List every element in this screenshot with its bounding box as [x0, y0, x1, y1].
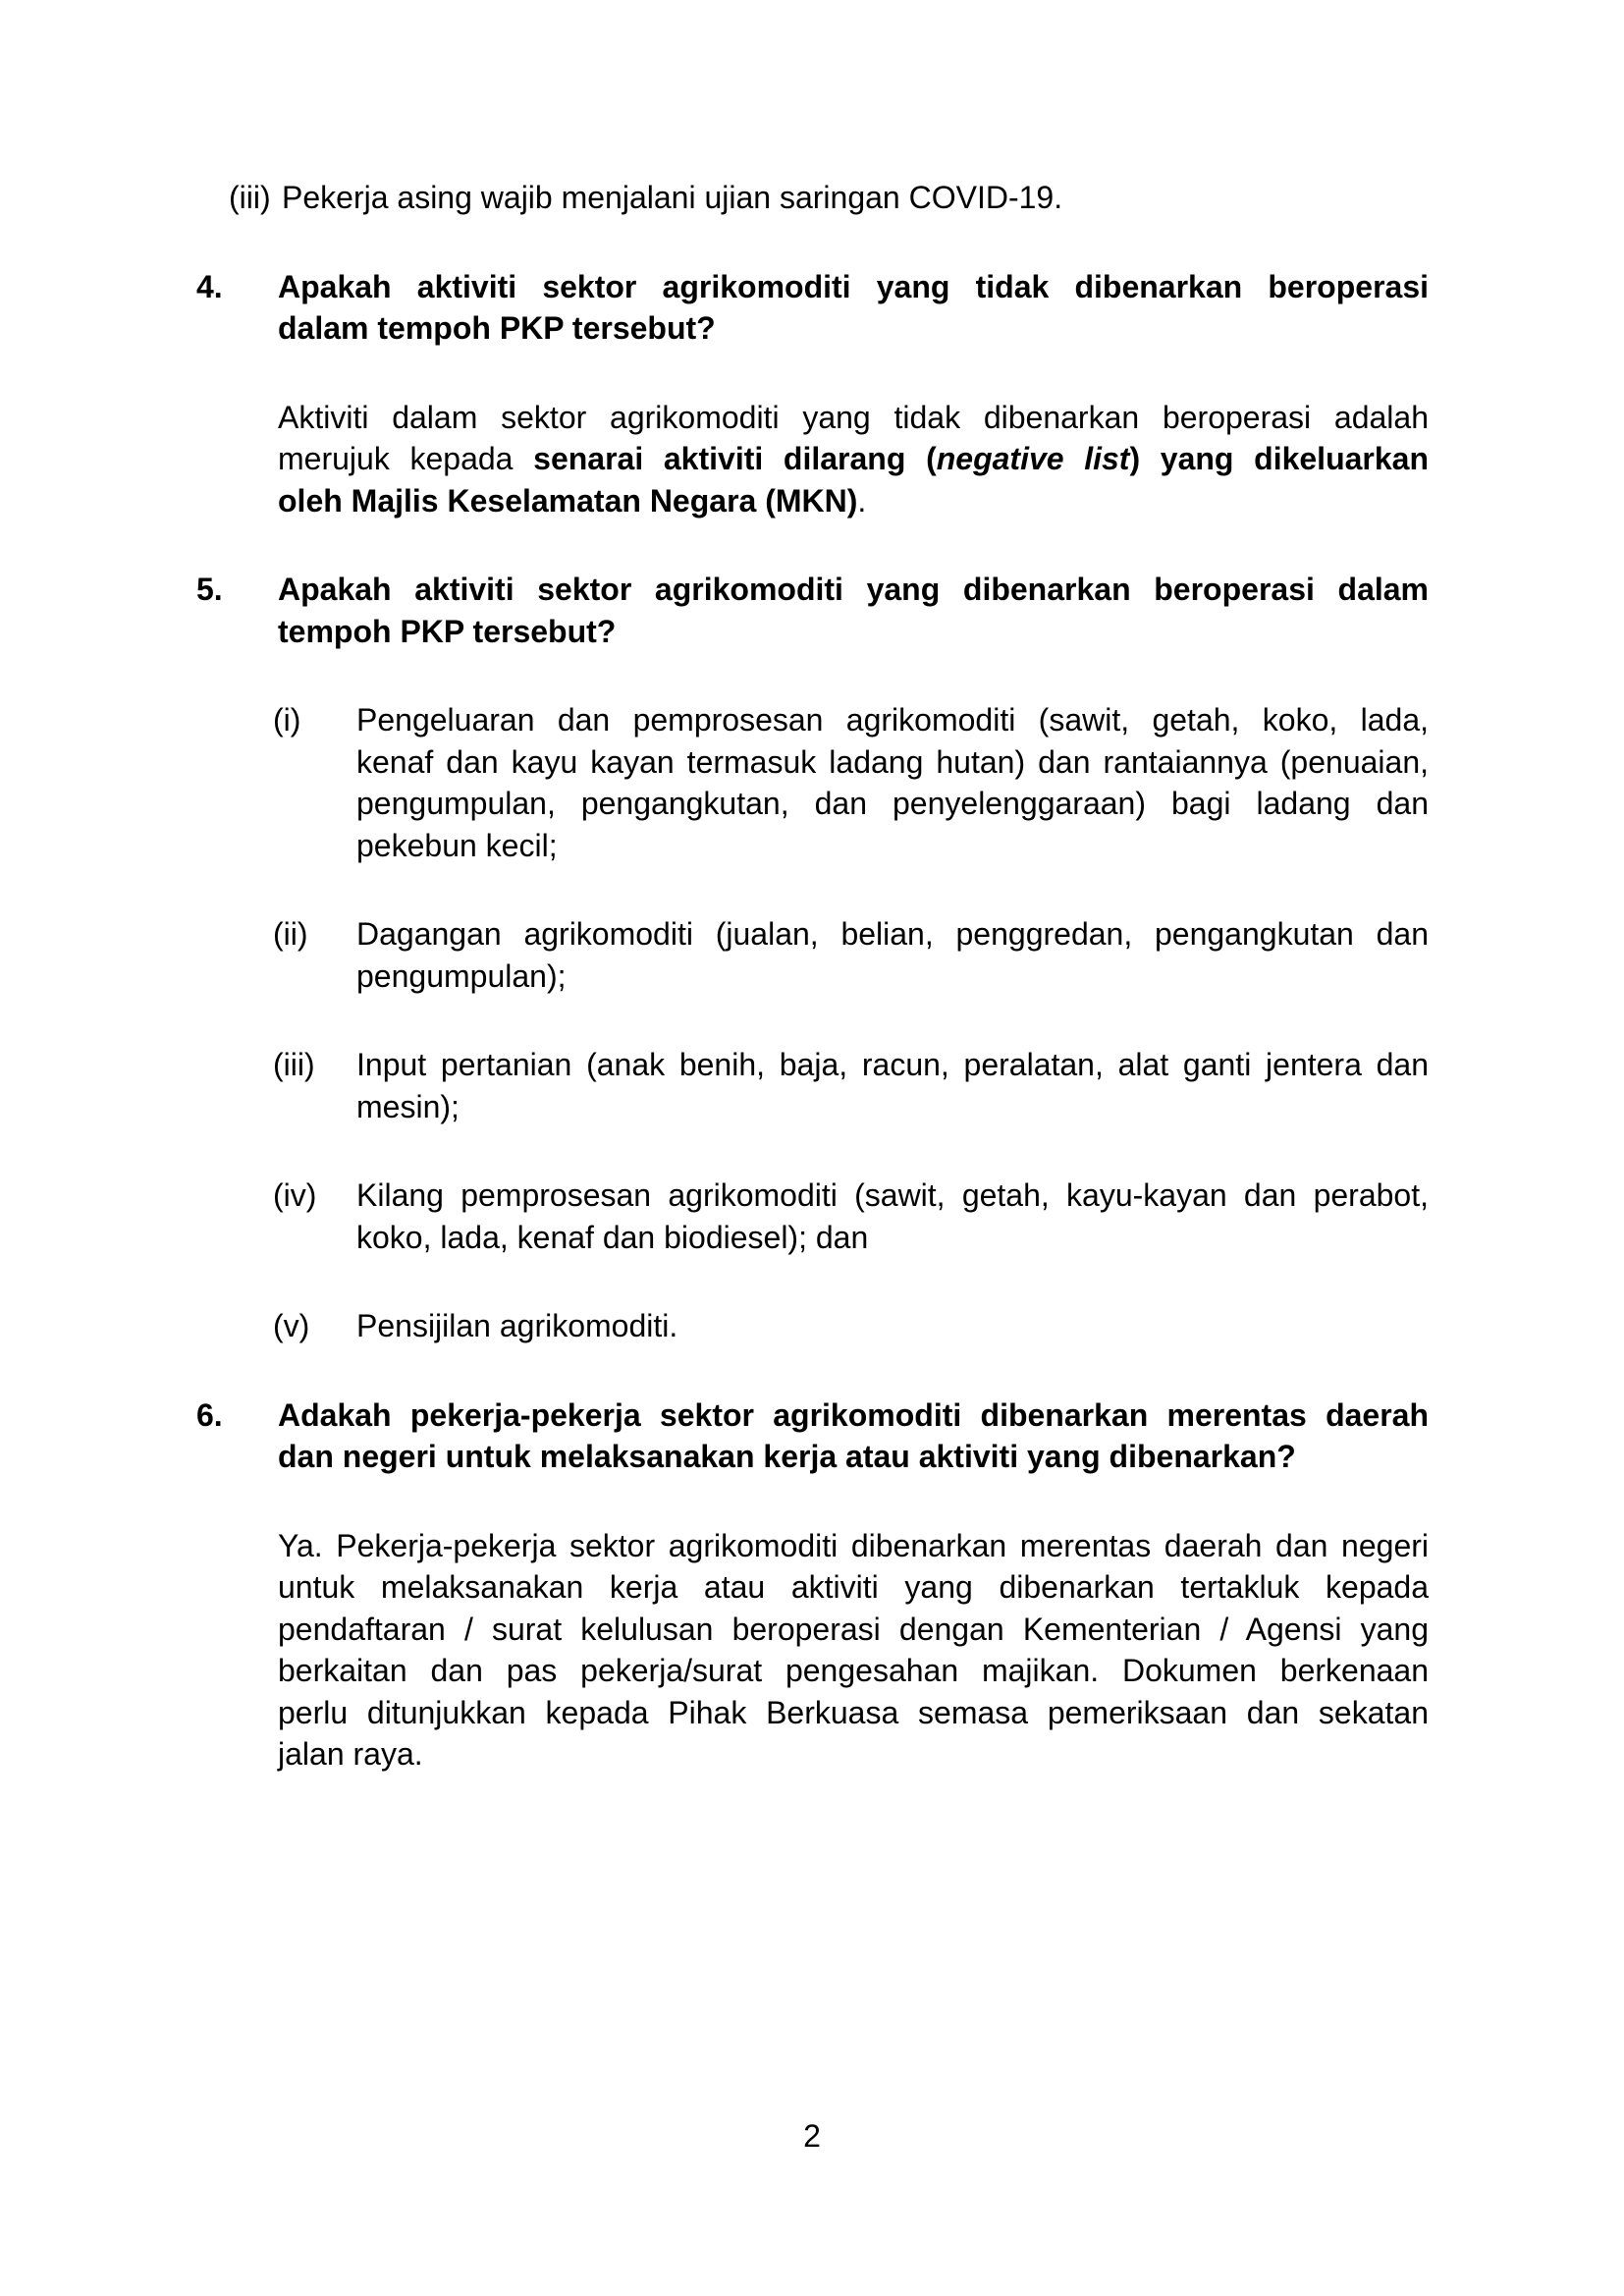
list-item-i	[196, 699, 1429, 866]
text-line	[356, 913, 1429, 956]
text-segment: kenaf dan kayu kayan termasuk ladang hutan) dan rantaiannya (penuaian,	[356, 743, 1429, 780]
list-marker: (ii)	[273, 916, 308, 952]
text-segment: dalam tempoh PKP tersebut?	[278, 310, 716, 346]
text-segment: merujuk kepada	[278, 441, 534, 476]
text-segment: berkaitan dan pas pekerja/surat pengesahan majikan. Dokumen berkenaan	[278, 1653, 1429, 1688]
list-item-iii-foreign-workers	[196, 177, 1429, 219]
page-number: 2	[803, 2118, 821, 2154]
text-segment: tempoh PKP tersebut?	[278, 613, 617, 649]
text-segment: Aktiviti dalam sektor agrikomoditi yang tidak dibenarkan beroperasi adalah	[278, 399, 1429, 435]
document-body	[196, 177, 1429, 1823]
text-line	[278, 1650, 1429, 1692]
text-line	[278, 266, 1429, 308]
text-segment: Pensijilan agrikomoditi.	[356, 1308, 678, 1343]
list-item-ii	[196, 913, 1429, 997]
text-line	[356, 825, 1429, 867]
text-line	[278, 397, 1429, 439]
text-segment: oleh Majlis Keselamatan Negara (MKN)	[278, 482, 858, 519]
text-segment: pengumpulan);	[356, 957, 567, 994]
text-line	[356, 1217, 1429, 1259]
text-line	[278, 1436, 1429, 1478]
question-number: 5.	[196, 572, 223, 607]
text-segment: dan negeri untuk melaksanakan kerja atau aktiviti yang dibenarkan?	[278, 1439, 1296, 1474]
text-line	[356, 1305, 1429, 1347]
text-segment: untuk melaksanakan kerja atau aktiviti yang dibenarkan tertakluk kepada	[278, 1569, 1429, 1605]
text-line	[356, 699, 1429, 741]
text-line	[278, 480, 1429, 522]
text-line	[278, 438, 1429, 480]
text-segment: perlu ditunjukkan kepada Pihak Berkuasa semasa pemeriksaan dan sekatan	[278, 1694, 1429, 1730]
text-segment: Ya. Pekerja-pekerja sektor agrikomoditi dibenarkan merentas daerah dan negeri	[278, 1527, 1429, 1563]
list-marker: (iii)	[273, 1047, 315, 1082]
text-segment: Pekerja asing wajib menjalani ujian saringan COVID-19.	[282, 180, 1063, 215]
text-segment: koko, lada, kenaf dan biodiesel); dan	[356, 1219, 869, 1255]
text-line	[356, 783, 1429, 825]
question-5	[196, 569, 1429, 652]
text-segment: Apakah aktiviti sektor agrikomoditi yang tidak dibenarkan beroperasi	[278, 268, 1429, 304]
text-line	[278, 1733, 1429, 1776]
text-line	[278, 611, 1429, 653]
text-line	[278, 1609, 1429, 1651]
text-segment: Input pertanian (anak benih, baja, racun, peralatan, alat ganti jentera dan	[356, 1047, 1429, 1082]
text-line	[356, 956, 1429, 998]
list-marker: (i)	[273, 702, 301, 738]
text-segment: Apakah aktiviti sektor agrikomoditi yang dibenarkan beroperasi dalam	[278, 572, 1429, 607]
question-6	[196, 1394, 1429, 1478]
text-segment: pekebun kecil;	[356, 827, 558, 863]
question-number: 4.	[196, 268, 223, 304]
answer-6	[196, 1525, 1429, 1776]
text-line	[356, 1086, 1429, 1128]
text-segment: Kilang pemprosesan agrikomoditi (sawit, getah, kayu-kayan dan perabot,	[356, 1177, 1429, 1213]
text-segment: pengumpulan, pengangkutan, dan penyelenggaraan) bagi ladang dan	[356, 786, 1429, 821]
text-line	[278, 1692, 1429, 1734]
text-segment: mesin);	[356, 1088, 460, 1124]
list-marker: (v)	[273, 1308, 310, 1343]
question-number: 6.	[196, 1396, 223, 1433]
text-line	[278, 1394, 1429, 1437]
list-item-iii	[196, 1044, 1429, 1127]
list-item-v	[196, 1305, 1429, 1347]
text-line	[356, 1044, 1429, 1086]
list-item-iv	[196, 1175, 1429, 1258]
text-segment: pendaftaran / surat kelulusan beroperasi dengan Kementerian / Agensi yang	[278, 1611, 1429, 1647]
text-line	[356, 741, 1429, 784]
text-segment: Dagangan agrikomoditi (jualan, belian, penggredan, pengangkutan dan	[356, 916, 1429, 952]
question-4	[196, 266, 1429, 350]
text-segment: Adakah pekerja-pekerja sektor agrikomoditi dibenarkan merentas daerah	[278, 1396, 1429, 1433]
answer-4	[196, 397, 1429, 522]
text-segment: .	[857, 482, 867, 519]
text-segment: negative list	[936, 441, 1130, 476]
text-segment: ) yang dikeluarkan	[1129, 441, 1430, 476]
text-line	[278, 1525, 1429, 1567]
text-segment: jalan raya.	[278, 1736, 423, 1772]
text-line	[278, 569, 1429, 611]
text-line	[278, 307, 1429, 350]
text-line	[356, 1175, 1429, 1217]
list-marker: (iv)	[273, 1177, 317, 1213]
text-line	[282, 177, 1429, 219]
list-marker: (iii)	[229, 180, 271, 215]
text-segment: senarai aktiviti dilarang (	[533, 441, 937, 476]
text-segment: Pengeluaran dan pemprosesan agrikomoditi (sawit, getah, koko, lada,	[356, 702, 1429, 738]
text-line	[278, 1566, 1429, 1609]
